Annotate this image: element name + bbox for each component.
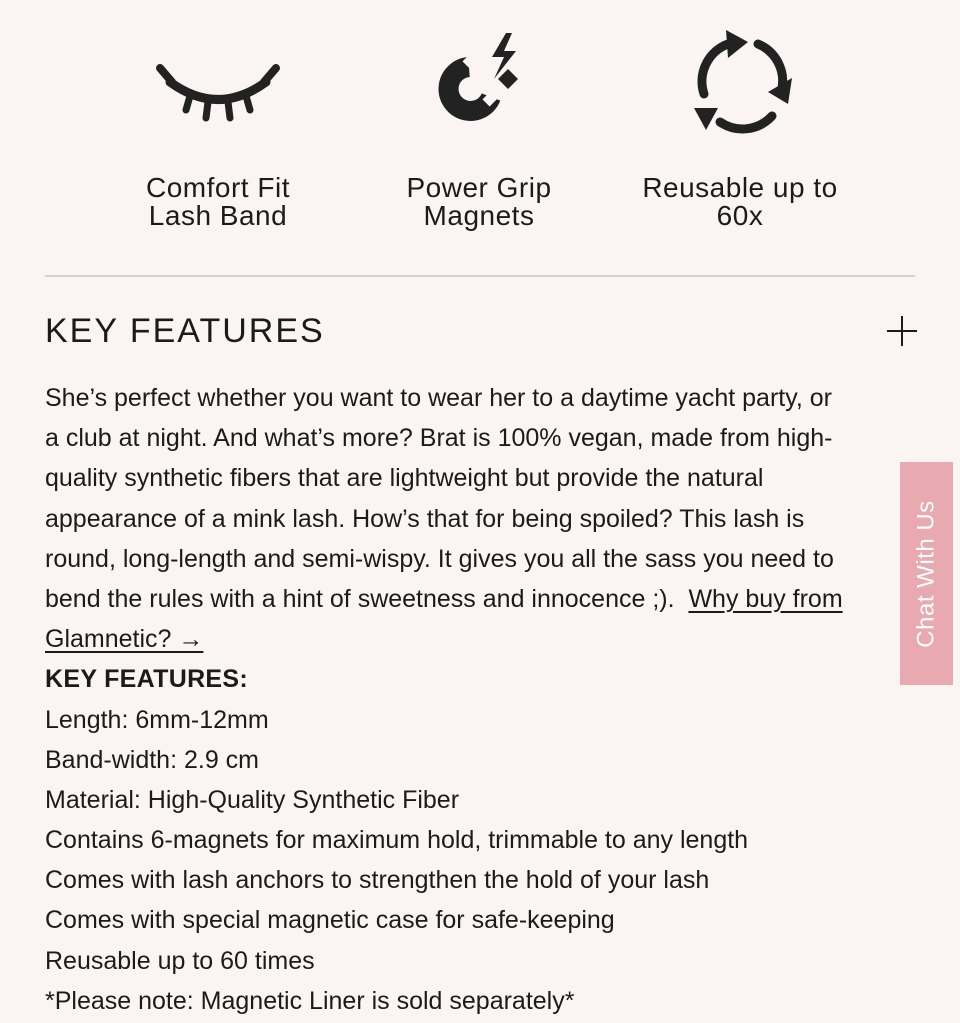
benefit-comfort-fit bbox=[88, 22, 348, 230]
key-features-accordion-toggle[interactable] bbox=[45, 306, 917, 356]
benefits-row bbox=[0, 0, 960, 275]
recycle-icon bbox=[610, 22, 870, 142]
feature-item: Reusable up to 60 times bbox=[45, 946, 315, 975]
feature-item: Band-width: 2.9 cm bbox=[45, 745, 259, 774]
why-buy-link-continued[interactable]: Glamnetic? → bbox=[45, 625, 204, 654]
chat-with-us-button[interactable] bbox=[900, 462, 953, 685]
description-line: round, long-length and semi-wispy. It gives you all the sass you need to bbox=[45, 544, 834, 573]
benefit-label: Power Grip Magnets bbox=[406, 172, 552, 231]
plus-icon[interactable] bbox=[887, 316, 917, 346]
benefit-reusable bbox=[610, 22, 870, 230]
accordion-content bbox=[45, 378, 960, 1021]
description-line: appearance of a mink lash. How’s that for being spoiled? This lash is bbox=[45, 504, 805, 533]
feature-item: *Please note: Magnetic Liner is sold separately* bbox=[45, 986, 575, 1015]
description-line: quality synthetic fibers that are lightweight but provide the natural bbox=[45, 464, 764, 493]
feature-item: Material: High-Quality Synthetic Fiber bbox=[45, 785, 460, 814]
benefit-power-grip bbox=[349, 22, 609, 230]
features-heading: KEY FEATURES: bbox=[45, 665, 248, 694]
description-line: a club at night. And what’s more? Brat is 100% vegan, made from high- bbox=[45, 424, 833, 453]
benefit-label: Reusable up to 60x bbox=[642, 172, 838, 231]
section-divider bbox=[45, 275, 915, 277]
feature-item: Comes with lash anchors to strengthen the hold of your lash bbox=[45, 866, 710, 895]
closed-eye-lash-icon bbox=[88, 22, 348, 142]
chat-label: Chat With Us bbox=[912, 499, 940, 648]
accordion-title: KEY FEATURES bbox=[45, 311, 325, 350]
feature-item: Length: 6mm-12mm bbox=[45, 705, 269, 734]
magnet-icon bbox=[349, 22, 609, 142]
feature-item: Contains 6-magnets for maximum hold, trimmable to any length bbox=[45, 826, 749, 855]
why-buy-link[interactable]: Why buy from bbox=[688, 584, 843, 613]
description-line bbox=[45, 579, 960, 619]
benefit-label: Comfort Fit Lash Band bbox=[146, 172, 290, 231]
description-line: She’s perfect whether you want to wear her to a daytime yacht party, or bbox=[45, 384, 832, 412]
description-text: bend the rules with a hint of sweetness and innocence ;). bbox=[45, 584, 689, 613]
description-line bbox=[45, 619, 960, 659]
feature-item: Comes with special magnetic case for safe-keeping bbox=[45, 906, 615, 935]
